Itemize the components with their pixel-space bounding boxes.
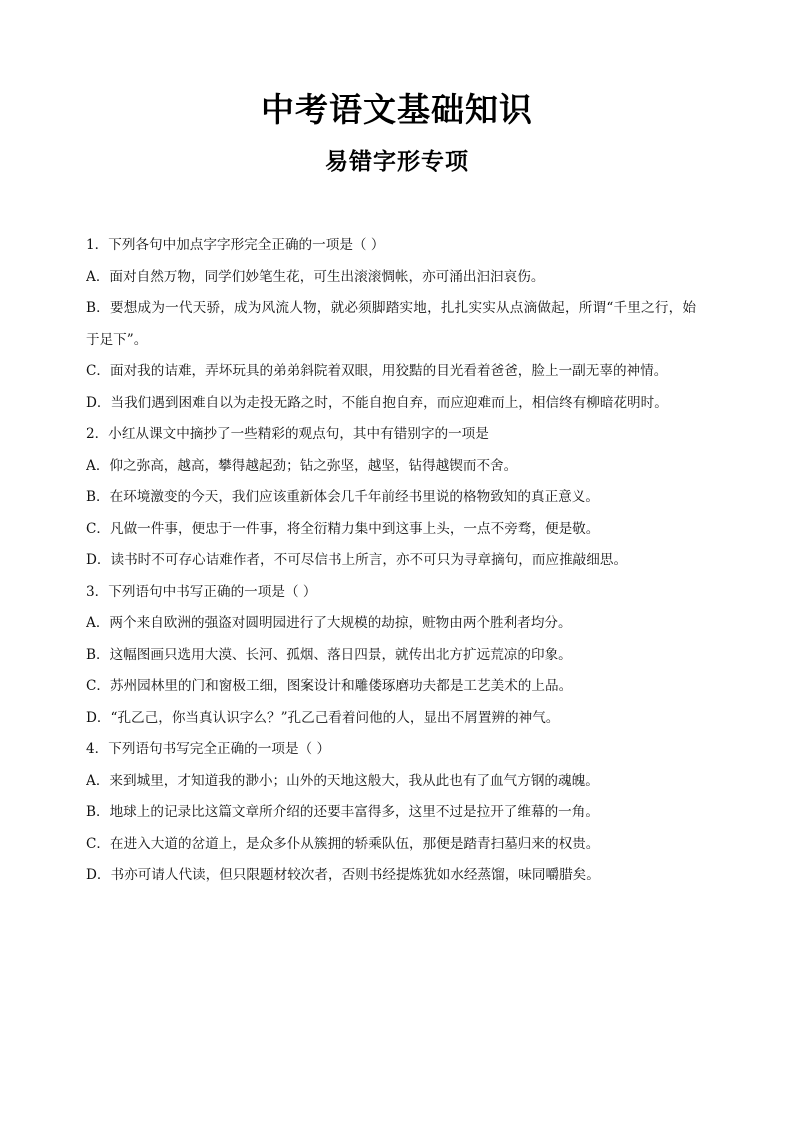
document-subtitle: 易错字形专项 — [325, 149, 469, 175]
option-b: B．地球上的记录比这篇文章所介绍的还要丰富得多，这里不过是拉开了维幕的一角。 — [86, 804, 599, 820]
option-c: C．在进入大道的岔道上，是众多仆从簇拥的轿乘队伍，那便是踏青扫墓归来的权贵。 — [86, 835, 600, 852]
document-title: 中考语文基础知识 — [261, 90, 533, 129]
question-stem: 1．下列各句中加点字字形完全正确的一项是（ ） — [86, 237, 385, 253]
option-c: C．苏州园林里的门和窗极工细，图案设计和雕偻琢磨功夫都是工艺美术的上品。 — [86, 678, 573, 694]
option-d: D．书亦可请人代读，但只限题材较次者，否则书经提炼犹如水经蒸馏，味同嚼腊矣。 — [86, 867, 600, 883]
option-d: D．“孔乙己，你当真认识字么？”孔乙己看着问他的人，显出不屑置辨的神气。 — [86, 709, 560, 726]
question-stem: 4．下列语句书写完全正确的一项是（ ） — [86, 741, 331, 757]
question-1 — [86, 230, 696, 419]
question-list — [86, 230, 696, 892]
option-a: A．面对自然万物，同学们妙笔生花，可生出滚滚惆帐，亦可涌出汩汩哀伤。 — [86, 268, 545, 285]
question-stem: 3．下列语句中书写正确的一项是（ ） — [86, 583, 317, 600]
option-a: A．仰之弥高，越高，攀得越起劲；钻之弥坚，越坚，钻得越锲而不舍。 — [86, 457, 518, 474]
option-c: C．凡做一件事，便忠于一件事，将全衍精力集中到这事上头，一点不旁骛，便是敬。 — [86, 520, 600, 537]
question-2 — [86, 419, 696, 577]
option-b: B．要想成为一代天骄，成为风流人物，就必须脚踏实地，扎扎实实从点滴做起，所谓“千里之行，始于足下”。 — [86, 300, 696, 348]
option-a: A．来到城里，才知道我的渺小；山外的天地这般大，我从此也有了血气方钢的魂魄。 — [86, 772, 599, 789]
question-3 — [86, 577, 696, 735]
option-a: A．两个来自欧洲的强盗对圆明园进行了大规模的劫掠，赃物由两个胜利者均分。 — [86, 615, 572, 631]
option-b: B．在环境激变的今天，我们应该重新体会几千年前经书里说的格物致知的真正意义。 — [86, 489, 599, 505]
option-b: B．这幅图画只选用大漠、长河、孤烟、落日四景，就传出北方扩远荒凉的印象。 — [86, 646, 572, 663]
option-d: D．读书时不可存心诘难作者，不可尽信书上所言，亦不可只为寻章摘句，而应推敲细思。 — [86, 552, 628, 568]
option-c: C．面对我的诘难，弄坏玩具的弟弟斜院着双眼，用狡黠的目光看着爸爸，脸上一副无辜的神情。 — [86, 363, 668, 379]
question-4 — [86, 734, 696, 892]
option-d: D．当我们遇到困难自以为走投无路之时，不能自抱自弃，而应迎难而上，相信终有柳暗花明时。 — [86, 394, 668, 411]
question-stem: 2．小红从课文中摘抄了一些精彩的观点句，其中有错别字的一项是 — [86, 426, 489, 442]
